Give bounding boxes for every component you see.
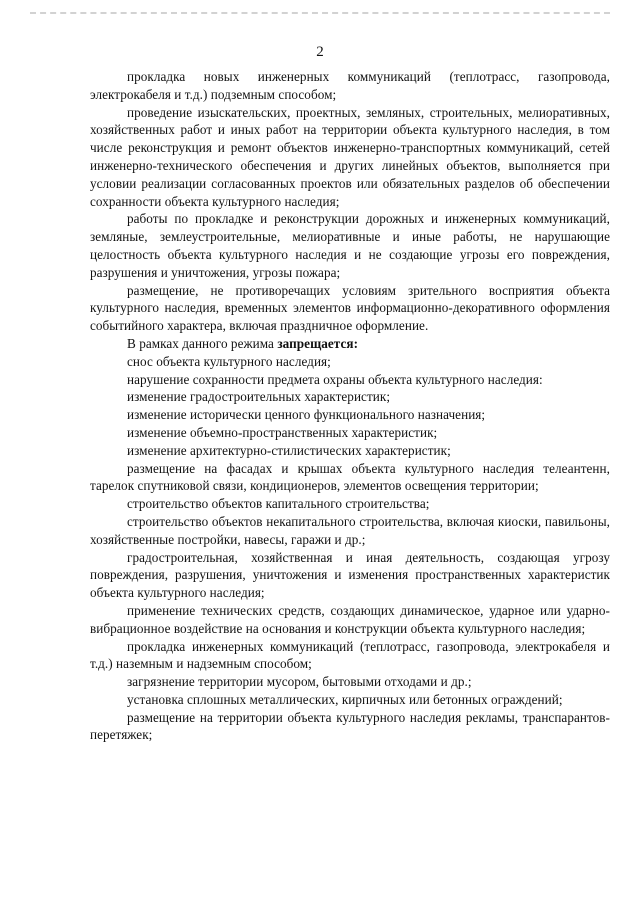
paragraph [90,513,610,549]
paragraph-text: изменение объемно-пространственных характеристик; [127,424,438,440]
paragraph-text: применение технических средств, создающих динамическое, ударное или ударно-вибрационное воздействие на основания и конструкции объекта культурного наследия; [90,602,610,636]
paragraph [90,424,610,442]
paragraph-text: размещение, не противоречащих условиям зрительного восприятия объекта культурного наследия, временных элементов информационно-декоративного оформления событийного характера, включая праздничное оформление. [90,282,610,334]
paragraph [90,104,610,211]
paragraph-text: прокладка инженерных коммуникаций (теплотрасс, газопровода, электрокабеля и т.д.) наземным и надземным способом; [90,638,610,672]
paragraph [90,388,610,406]
paragraph [90,335,610,353]
document-body [90,68,610,744]
paragraph [90,709,610,745]
paragraph-text: изменение исторически ценного функционального назначения; [127,407,486,423]
paragraph [90,691,610,709]
paragraph-text: установка сплошных металлических, кирпичных или бетонных ограждений; [127,691,563,707]
paragraph-text: строительство объектов капитального строительства; [127,496,430,512]
paragraph-text: изменение архитектурно-стилистических характеристик; [127,442,451,458]
paragraph [90,673,610,691]
paragraph [90,460,610,496]
paragraph-text: снос объекта культурного наследия; [127,353,331,369]
paragraph [90,495,610,513]
paragraph [90,602,610,638]
paragraph-text: прокладка новых инженерных коммуникаций (теплотрасс, газопровода, электрокабеля и т.д.) подземным способом; [90,69,610,102]
paragraph-text: размещение на фасадах и крышах объекта культурного наследия телеантенн, тарелок спутниковой связи, кондиционеров, элементов освещения территории; [90,460,610,494]
paragraph-text: размещение на территории объекта культурного наследия рекламы, транспарантов-перетяжек; [90,709,610,743]
paragraph-text: изменение градостроительных характеристик; [127,389,391,405]
paragraph [90,371,610,389]
paragraph-emphasis: запрещается: [277,335,359,351]
paragraph [90,353,610,371]
paragraph-text: В рамках данного режима [127,335,278,351]
paragraph [90,282,610,335]
page-number: 2 [316,44,324,60]
paragraph-text: проведение изыскательских, проектных, земляных, строительных, мелиоративных, хозяйственных работ и иных работ на территории объекта культурного наследия, в том числе реконструкция и ремонт объектов инженерно-транспортных коммуникаций, сетей инженерно-технического обеспечения и других линейных объектов, выполняется при условии реализации согласованных проектов или обязательных разделов об обеспечении сохранности объекта культурного наследия; [90,104,610,209]
paragraph [90,442,610,460]
paragraph-text: загрязнение территории мусором, бытовыми отходами и др.; [127,674,472,690]
paragraph [90,638,610,674]
paragraph [90,210,610,281]
paragraph-text: нарушение сохранности предмета охраны объекта культурного наследия: [127,371,543,387]
scan-artifact-line [30,12,610,16]
paragraph-text: градостроительная, хозяйственная и иная деятельность, создающая угрозу повреждения, разрушения, уничтожения и изменения пространственных характеристик объекта культурного наследия; [90,549,610,601]
paragraph [90,68,610,104]
paragraph-text: работы по прокладке и реконструкции дорожных и инженерных коммуникаций, земляные, землеустроительные, мелиоративные и иные работы, не нарушающие целостность объекта культурного наследия и не создающие угрозы его повреждения, разрушения и уничтожения, угрозы пожара; [90,211,610,280]
paragraph [90,549,610,602]
paragraph [90,406,610,424]
paragraph-text: строительство объектов некапитального строительства, включая киоски, павильоны, хозяйственные постройки, навесы, гаражи и др.; [90,513,610,547]
